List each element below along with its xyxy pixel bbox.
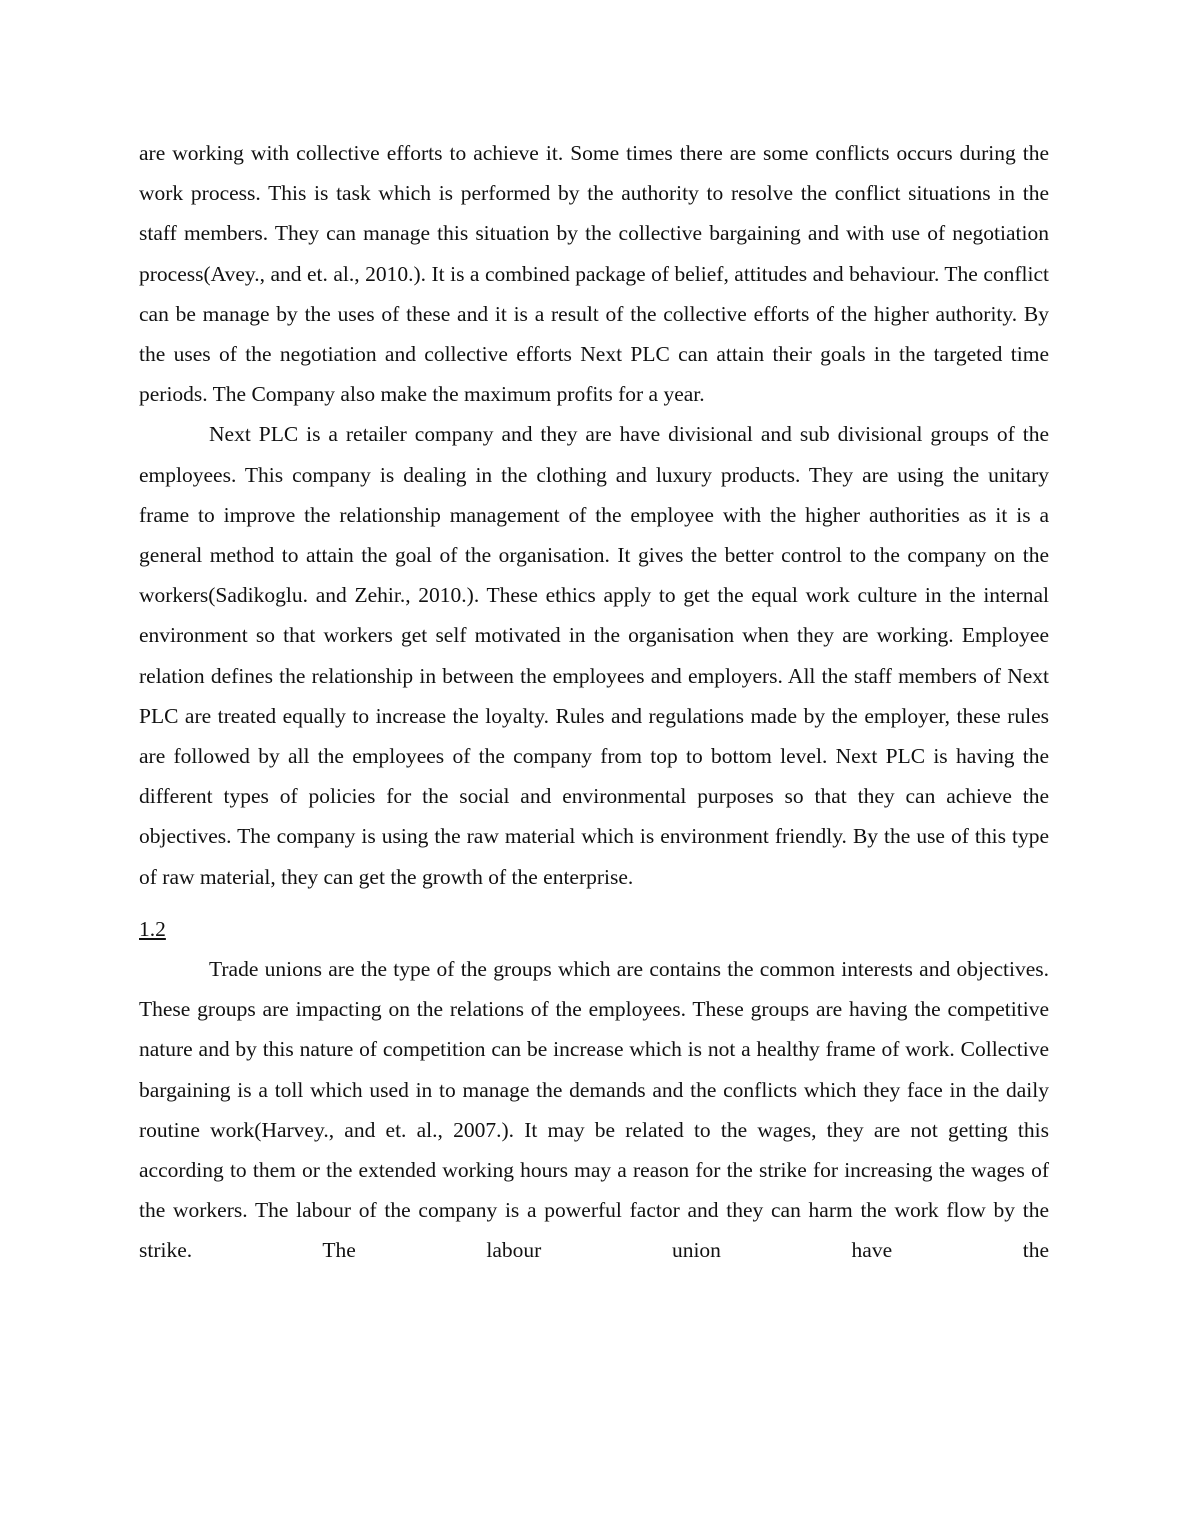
- paragraph-next-plc: Next PLC is a retailer company and they are have divisional and sub divisional groups of the employees. This company is dealing in the clothing and luxury products. They are using the unitary frame to improve the relationship management of the employee with the higher authorities as it is a general method to attain the goal of the organisation. It gives the better control to the company on the workers(Sadikoglu. and Zehir., 2010.). These ethics apply to get the equal work culture in the internal environment so that workers get self motivated in the organisation when they are working. Employee relation defines the relationship in between the employees and employers. All the staff members of Next PLC are treated equally to increase the loyalty. Rules and regulations made by the employer, these rules are followed by all the employees of the company from top to bottom level. Next PLC is having the different types of policies for the social and environmental purposes so that they can achieve the objectives. The company is using the raw material which is environment friendly. By the use of this type of raw material, they can get the growth of the enterprise.: [139, 422, 1049, 889]
- paragraph-continuation: are working with collective efforts to achieve it. Some times there are some conflicts occurs during the work process. This is task which is performed by the authority to resolve the conflict situations in the staff members. They can manage this situation by the collective bargaining and with use of negotiation process(Avey., and et. al., 2010.). It is a combined package of belief, attitudes and behaviour. The conflict can be manage by the uses of these and it is a result of the collective efforts of the higher authority. By the uses of the negotiation and collective efforts Next PLC can attain their goals in the targeted time periods. The Company also make the maximum profits for a year.: [139, 141, 1049, 407]
- document-page: [139, 133, 1049, 1271]
- section-heading: 1.2: [139, 916, 166, 941]
- paragraph-trade-unions: Trade unions are the type of the groups which are contains the common interests and objectives. These groups are impacting on the relations of the employees. These groups are having the competitive nature and by this nature of competition can be increase which is not a healthy frame of work. Collective bargaining is a toll which used in to manage the demands and the conflicts which they face in the daily routine work(Harvey., and et. al., 2007.). It may be related to the wages, they are not getting this according to them or the extended working hours may a reason for the strike for increasing the wages of the workers. The labour of the company is a powerful factor and they can harm the work flow by the strike. The labour union have the: [139, 957, 1049, 1263]
